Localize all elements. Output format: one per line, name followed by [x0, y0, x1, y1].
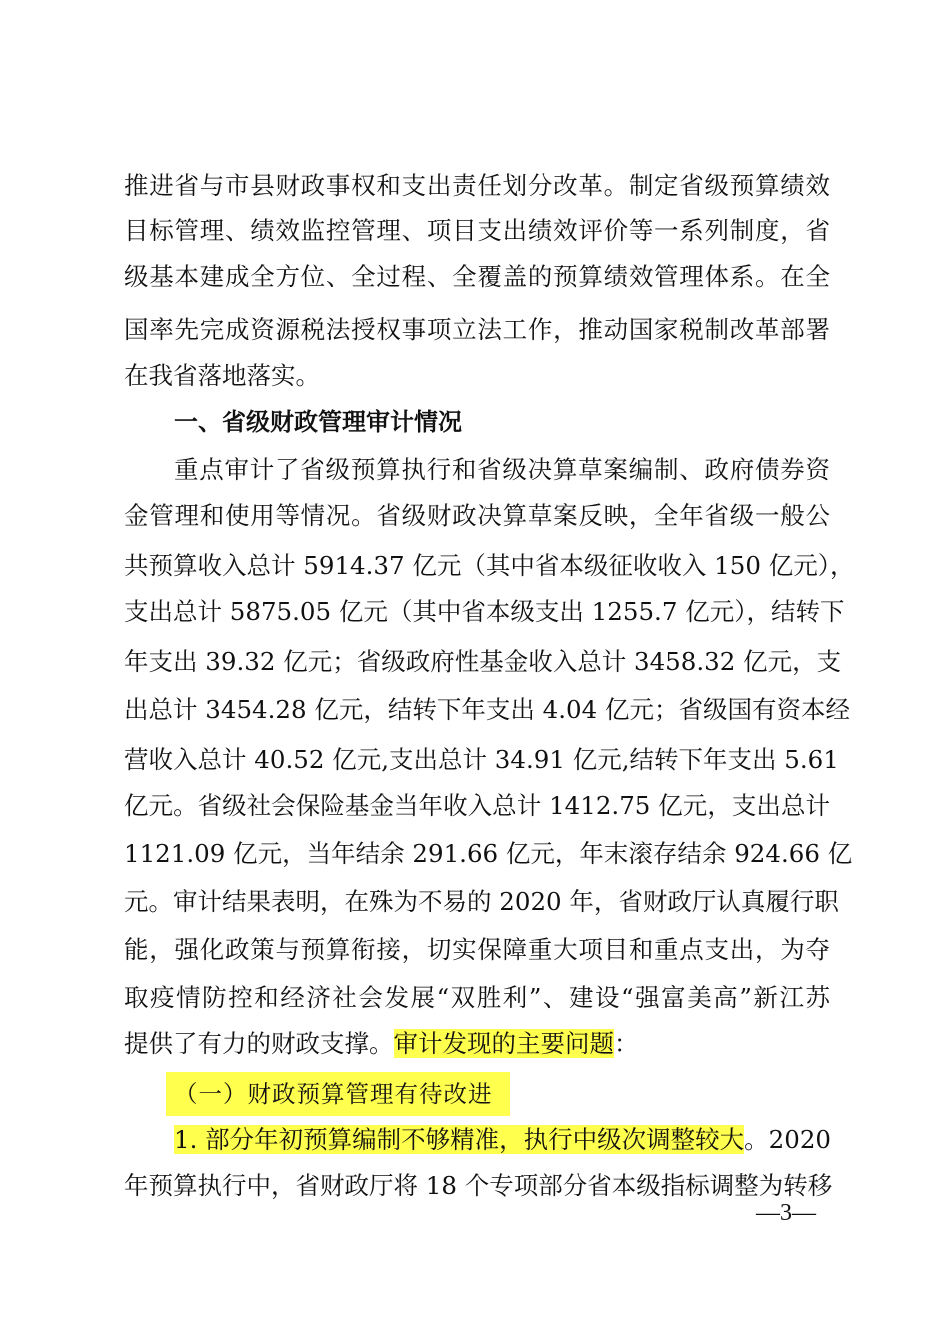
point-1-next-line: 年预算执行中，省财政厅将 18 个专项部分省本级指标调整为转移 [124, 1171, 833, 1200]
audit-line-1: 重点审计了省级预算执行和省级决算草案编制、政府债券资 [174, 455, 830, 484]
audit-line-5: 年支出 39.32 亿元；省级政府性基金收入总计 3458.32 亿元，支 [124, 647, 842, 676]
subsection-heading: （一）财政预算管理有待改进 [166, 1072, 510, 1116]
audit-line-9: 1121.09 亿元，当年结余 291.66 亿元，年末滚存结余 924.66 亿 [124, 839, 853, 868]
subsection-heading-row [166, 1072, 510, 1116]
audit-line-4: 支出总计 5875.05 亿元（其中省本级支出 1255.7 亿元），结转下 [124, 597, 845, 626]
audit-line-7: 营收入总计 40.52 亿元,支出总计 34.91 亿元,结转下年支出 5.61 [124, 745, 839, 774]
intro-line-2: 目标管理、绩效监控管理、项目支出绩效评价等一系列制度，省 [124, 216, 830, 245]
point-1-tail: 。2020 [744, 1125, 832, 1154]
audit-line-8: 亿元。省级社会保险基金当年收入总计 1412.75 亿元，支出总计 [124, 791, 830, 820]
audit-line-3: 共预算收入总计 5914.37 亿元（其中省本级征收收入 150 亿元）， [124, 551, 855, 580]
audit-line-6: 出总计 3454.28 亿元，结转下年支出 4.04 亿元；省级国有资本经 [124, 695, 851, 724]
audit-line-10: 元。审计结果表明，在殊为不易的 2020 年，省财政厅认真履行职 [124, 887, 839, 916]
audit-line-12: 取疫情防控和经济社会发展“双胜利”、建设“强富美高”新江苏 [124, 983, 830, 1012]
intro-line-3: 级基本建成全方位、全过程、全覆盖的预算绩效管理体系。在全 [124, 262, 830, 291]
intro-line-4: 国率先完成资源税法授权事项立法工作，推动国家税制改革部署 [124, 315, 830, 344]
audit-line-11: 能，强化政策与预算衔接，切实保障重大项目和重点支出，为夺 [124, 935, 830, 964]
intro-line-5: 在我省落地落实。 [124, 361, 320, 390]
intro-line-1: 推进省与市县财政事权和支出责任划分改革。制定省级预算绩效 [124, 171, 830, 200]
section-heading: 一、省级财政管理审计情况 [174, 408, 462, 436]
audit-last-line-text: 提供了有力的财政支撑。 [124, 1029, 394, 1058]
main-issues-highlight: 审计发现的主要问题 [393, 1029, 614, 1058]
point-1-highlight: 1. 部分年初预算编制不够精准，执行中级次调整较大 [174, 1125, 745, 1154]
point-1-line [174, 1118, 830, 1162]
page-number: —3— [756, 1200, 816, 1226]
audit-line-2: 金管理和使用等情况。省级财政决算草案反映，全年省级一般公 [124, 501, 830, 530]
audit-last-line-colon: ： [614, 1029, 639, 1058]
audit-line-13 [124, 1022, 830, 1066]
